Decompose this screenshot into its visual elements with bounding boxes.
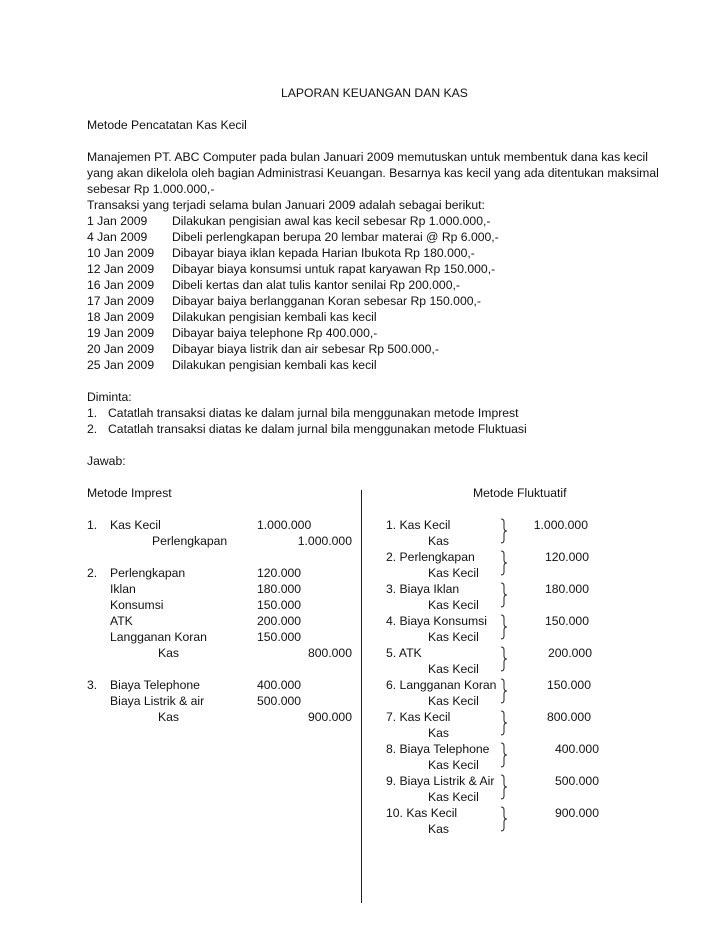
transaction-desc: Dibayar biaya iklan kepada Harian Ibukota Rp 180.000,- <box>172 246 475 260</box>
brace-icon <box>500 614 508 640</box>
imprest-heading: Metode Imprest <box>87 486 172 500</box>
brace-icon <box>500 678 508 704</box>
brace-icon <box>500 742 508 768</box>
debit-amount: 150.000 <box>257 630 302 644</box>
credit-account: Kas Kecil <box>428 630 479 644</box>
intro-line: Transaksi yang terjadi selama bulan Januari 2009 adalah sebagai berikut: <box>87 198 485 212</box>
diminta-item: Catatlah transaksi diatas ke dalam jurnal bila menggunakan metode Fluktuasi <box>108 422 527 436</box>
debit-account: 1. Kas Kecil <box>386 518 451 532</box>
credit-account: Kas <box>428 534 450 548</box>
entry-amount: 180.000 <box>544 582 589 596</box>
transaction-date: 19 Jan 2009 <box>87 326 155 340</box>
transaction-date: 10 Jan 2009 <box>87 246 155 260</box>
debit-amount: 150.000 <box>257 598 302 612</box>
debit-amount: 120.000 <box>257 566 302 580</box>
entry-amount: 900.000 <box>554 806 599 820</box>
transaction-date: 4 Jan 2009 <box>87 230 148 244</box>
credit-account: Kas Kecil <box>428 662 479 676</box>
transaction-date: 1 Jan 2009 <box>87 214 148 228</box>
account-name: Kas <box>158 646 180 660</box>
brace-icon <box>500 646 508 672</box>
intro-line: Manajemen PT. ABC Computer pada bulan Januari 2009 memutuskan untuk membentuk dana kas kecil <box>87 150 648 164</box>
account-name: Iklan <box>110 582 136 596</box>
debit-account: 7. Kas Kecil <box>386 710 451 724</box>
entry-number: 1. <box>87 518 98 532</box>
transaction-desc: Dibayar biaya konsumsi untuk rapat karyawan Rp 150.000,- <box>172 262 496 276</box>
account-name: Biaya Telephone <box>110 678 200 692</box>
transaction-desc: Dibayar baiya berlangganan Koran sebesar Rp 150.000,- <box>172 294 481 308</box>
intro-line: yang akan dikelola oleh bagian Administrasi Keuangan. Besarnya kas kecil yang ada ditentukan maksimal <box>87 166 659 180</box>
brace-icon <box>500 710 508 736</box>
transaction-date: 12 Jan 2009 <box>87 262 155 276</box>
account-name: Kas <box>158 710 180 724</box>
page-title: LAPORAN KEUANGAN DAN KAS <box>281 86 468 100</box>
credit-amount: 800.000 <box>307 646 352 660</box>
credit-account: Kas Kecil <box>428 758 479 772</box>
transaction-desc: Dilakukan pengisian kembali kas kecil <box>172 358 377 372</box>
credit-account: Kas Kecil <box>428 598 479 612</box>
credit-account: Kas Kecil <box>428 566 479 580</box>
credit-amount: 1.000.000 <box>297 534 352 548</box>
diminta-num: 1. <box>87 406 98 420</box>
diminta-item: Catatlah transaksi diatas ke dalam jurnal bila menggunakan metode Imprest <box>108 406 519 420</box>
debit-account: 10. Kas Kecil <box>386 806 458 820</box>
brace-icon <box>500 550 508 576</box>
account-name: Perlengkapan <box>110 566 186 580</box>
transaction-desc: Dilakukan pengisian awal kas kecil sebesar Rp 1.000.000,- <box>172 214 491 228</box>
debit-account: 4. Biaya Konsumsi <box>386 614 487 628</box>
diminta-label: Diminta: <box>87 390 132 404</box>
credit-amount: 900.000 <box>307 710 352 724</box>
entry-amount: 150.000 <box>544 614 589 628</box>
entry-amount: 120.000 <box>544 550 589 564</box>
debit-amount: 400.000 <box>257 678 302 692</box>
entry-number: 3. <box>87 678 98 692</box>
account-name: ATK <box>110 614 133 628</box>
brace-icon <box>500 806 508 832</box>
jawab-label: Jawab: <box>87 454 126 468</box>
transaction-date: 20 Jan 2009 <box>87 342 155 356</box>
transaction-date: 17 Jan 2009 <box>87 294 155 308</box>
debit-amount: 200.000 <box>257 614 302 628</box>
entry-amount: 400.000 <box>554 742 599 756</box>
brace-icon <box>500 582 508 608</box>
transaction-date: 25 Jan 2009 <box>87 358 155 372</box>
debit-account: 8. Biaya Telephone <box>386 742 490 756</box>
debit-account: 3. Biaya Iklan <box>386 582 460 596</box>
credit-account: Kas <box>428 726 450 740</box>
transaction-desc: Dibeli kertas dan alat tulis kantor senilai Rp 200.000,- <box>172 278 460 292</box>
diminta-num: 2. <box>87 422 98 436</box>
credit-account: Kas Kecil <box>428 694 479 708</box>
debit-amount: 180.000 <box>257 582 302 596</box>
account-name: Perlengkapan <box>152 534 228 548</box>
transaction-desc: Dilakukan pengisian kembali kas kecil <box>172 310 377 324</box>
transaction-desc: Dibayar baiya telephone Rp 400.000,- <box>172 326 378 340</box>
entry-amount: 150.000 <box>546 678 591 692</box>
column-divider <box>361 490 362 903</box>
transaction-date: 16 Jan 2009 <box>87 278 155 292</box>
debit-account: 6. Langganan Koran <box>386 678 497 692</box>
entry-amount: 200.000 <box>547 646 592 660</box>
transaction-desc: Dibayar biaya listrik dan air sebesar Rp 500.000,- <box>172 342 439 356</box>
credit-account: Kas <box>428 822 450 836</box>
account-name: Kas Kecil <box>110 518 161 532</box>
debit-account: 9. Biaya Listrik & Air <box>386 774 495 788</box>
entry-amount: 800.000 <box>546 710 591 724</box>
section-heading: Metode Pencatatan Kas Kecil <box>87 118 247 132</box>
fluktuatif-heading: Metode Fluktuatif <box>473 486 567 500</box>
entry-amount: 1.000.000 <box>533 518 588 532</box>
credit-account: Kas Kecil <box>428 790 479 804</box>
brace-icon <box>500 518 508 544</box>
transaction-date: 18 Jan 2009 <box>87 310 155 324</box>
debit-amount: 500.000 <box>257 694 302 708</box>
debit-account: 5. ATK <box>386 646 422 660</box>
debit-amount: 1.000.000 <box>257 518 312 532</box>
transaction-desc: Dibeli perlengkapan berupa 20 lembar materai @ Rp 6.000,- <box>172 230 499 244</box>
intro-line: sebesar Rp 1.000.000,- <box>87 182 215 196</box>
brace-icon <box>500 774 508 800</box>
account-name: Konsumsi <box>110 598 164 612</box>
debit-account: 2. Perlengkapan <box>386 550 475 564</box>
account-name: Langganan Koran <box>110 630 207 644</box>
entry-amount: 500.000 <box>554 774 599 788</box>
account-name: Biaya Listrik & air <box>110 694 205 708</box>
entry-number: 2. <box>87 566 98 580</box>
